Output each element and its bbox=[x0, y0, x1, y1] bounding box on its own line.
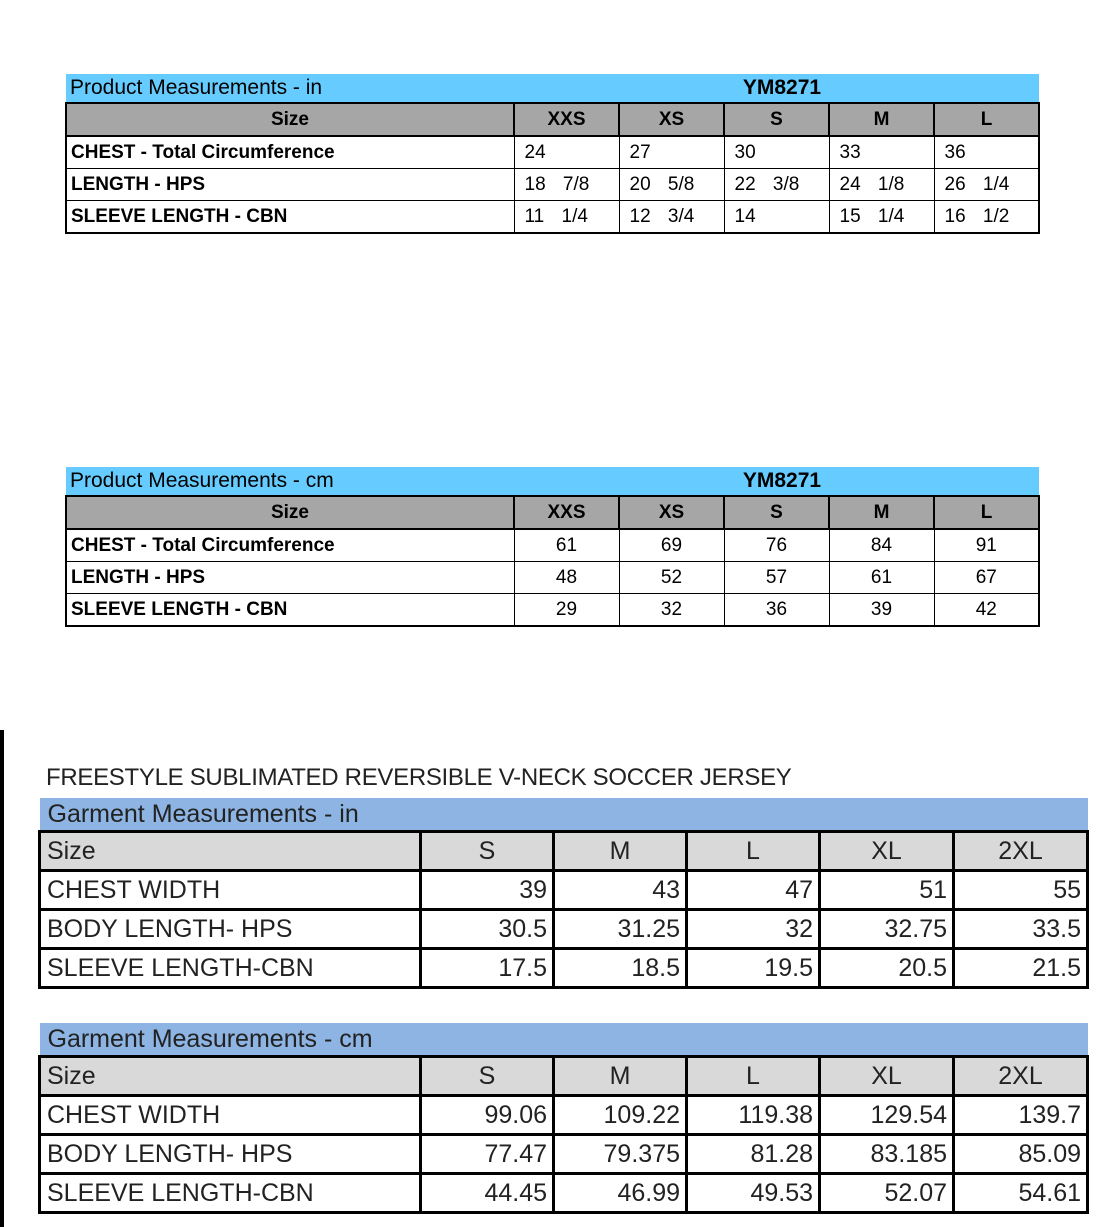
size-header: Size bbox=[66, 103, 514, 136]
cell: 49.53 bbox=[687, 1174, 820, 1213]
cell: 46.99 bbox=[554, 1174, 687, 1213]
table-row bbox=[40, 1096, 1088, 1135]
cell: 79.375 bbox=[554, 1135, 687, 1174]
cell: 54.61 bbox=[954, 1174, 1088, 1213]
size-col: 2XL bbox=[954, 1057, 1088, 1096]
cell: 61 bbox=[829, 562, 934, 594]
cell: 99.06 bbox=[421, 1096, 554, 1135]
table-row bbox=[40, 910, 1088, 949]
cell: 109.22 bbox=[554, 1096, 687, 1135]
cell: 18.5 bbox=[554, 949, 687, 988]
row-label: LENGTH - HPS bbox=[66, 169, 514, 201]
cell: 12 3/4 bbox=[619, 201, 724, 234]
cell: 26 1/4 bbox=[934, 169, 1039, 201]
cell: 91 bbox=[934, 529, 1039, 562]
row-label: CHEST WIDTH bbox=[40, 1096, 421, 1135]
table-row bbox=[66, 594, 1039, 627]
row-label: BODY LENGTH- HPS bbox=[40, 910, 421, 949]
cell: 42 bbox=[934, 594, 1039, 627]
left-edge-bar bbox=[0, 730, 4, 1227]
cell: 76 bbox=[724, 529, 829, 562]
table-row bbox=[40, 1174, 1088, 1213]
cell: 61 bbox=[514, 529, 619, 562]
size-col: S bbox=[724, 496, 829, 529]
table-row bbox=[66, 529, 1039, 562]
row-label: CHEST - Total Circumference bbox=[66, 529, 514, 562]
size-header: Size bbox=[66, 496, 514, 529]
cell: 18 7/8 bbox=[514, 169, 619, 201]
row-label: CHEST WIDTH bbox=[40, 871, 421, 910]
product-measurements-cm-table bbox=[65, 467, 1040, 627]
model-number: YM8271 bbox=[514, 467, 1039, 496]
table-row bbox=[66, 136, 1039, 169]
cell: 32.75 bbox=[820, 910, 954, 949]
size-col: L bbox=[934, 496, 1039, 529]
size-col: M bbox=[829, 496, 934, 529]
cell: 36 bbox=[724, 594, 829, 627]
size-col: XL bbox=[820, 1057, 954, 1096]
cell: 19.5 bbox=[687, 949, 820, 988]
product-title: FREESTYLE SUBLIMATED REVERSIBLE V-NECK SOCCER JERSEY bbox=[46, 764, 792, 791]
product-measurements-in-table bbox=[65, 74, 1040, 234]
size-header: Size bbox=[40, 832, 421, 871]
row-label: CHEST - Total Circumference bbox=[66, 136, 514, 169]
cell: 30 bbox=[724, 136, 829, 169]
cell: 17.5 bbox=[421, 949, 554, 988]
cell: 32 bbox=[619, 594, 724, 627]
table-row bbox=[66, 201, 1039, 234]
size-col: M bbox=[554, 832, 687, 871]
size-col: 2XL bbox=[954, 832, 1088, 871]
table-row bbox=[66, 169, 1039, 201]
cell: 21.5 bbox=[954, 949, 1088, 988]
cell: 20.5 bbox=[820, 949, 954, 988]
cell: 84 bbox=[829, 529, 934, 562]
cell: 29 bbox=[514, 594, 619, 627]
cell: 48 bbox=[514, 562, 619, 594]
cell: 43 bbox=[554, 871, 687, 910]
cell: 55 bbox=[954, 871, 1088, 910]
size-col: L bbox=[687, 832, 820, 871]
cell: 83.185 bbox=[820, 1135, 954, 1174]
cell: 11 1/4 bbox=[514, 201, 619, 234]
cell: 39 bbox=[829, 594, 934, 627]
model-number: YM8271 bbox=[514, 74, 1039, 103]
cell: 22 3/8 bbox=[724, 169, 829, 201]
cell: 67 bbox=[934, 562, 1039, 594]
cell: 24 1/8 bbox=[829, 169, 934, 201]
size-col: XS bbox=[619, 103, 724, 136]
cell: 33 bbox=[829, 136, 934, 169]
size-col: XXS bbox=[514, 496, 619, 529]
table-row bbox=[40, 949, 1088, 988]
size-col: XS bbox=[619, 496, 724, 529]
row-label: LENGTH - HPS bbox=[66, 562, 514, 594]
size-col: M bbox=[829, 103, 934, 136]
cell: 77.47 bbox=[421, 1135, 554, 1174]
size-header: Size bbox=[40, 1057, 421, 1096]
cell: 44.45 bbox=[421, 1174, 554, 1213]
cell: 129.54 bbox=[820, 1096, 954, 1135]
row-label: SLEEVE LENGTH-CBN bbox=[40, 1174, 421, 1213]
row-label: SLEEVE LENGTH - CBN bbox=[66, 594, 514, 627]
table-title: Product Measurements - cm bbox=[66, 467, 514, 496]
cell: 52 bbox=[619, 562, 724, 594]
row-label: BODY LENGTH- HPS bbox=[40, 1135, 421, 1174]
size-col: S bbox=[421, 1057, 554, 1096]
row-label: SLEEVE LENGTH-CBN bbox=[40, 949, 421, 988]
cell: 27 bbox=[619, 136, 724, 169]
cell: 47 bbox=[687, 871, 820, 910]
size-col: L bbox=[687, 1057, 820, 1096]
size-col: XL bbox=[820, 832, 954, 871]
table-title: Garment Measurements - cm bbox=[40, 1023, 1088, 1057]
table-title: Garment Measurements - in bbox=[40, 798, 1088, 832]
table-row bbox=[66, 562, 1039, 594]
size-col: S bbox=[421, 832, 554, 871]
table-row bbox=[40, 871, 1088, 910]
cell: 24 bbox=[514, 136, 619, 169]
size-col: XXS bbox=[514, 103, 619, 136]
cell: 69 bbox=[619, 529, 724, 562]
table-row bbox=[40, 1135, 1088, 1174]
table-title: Product Measurements - in bbox=[66, 74, 514, 103]
size-col: L bbox=[934, 103, 1039, 136]
cell: 20 5/8 bbox=[619, 169, 724, 201]
cell: 32 bbox=[687, 910, 820, 949]
cell: 16 1/2 bbox=[934, 201, 1039, 234]
cell: 36 bbox=[934, 136, 1039, 169]
cell: 119.38 bbox=[687, 1096, 820, 1135]
size-col: M bbox=[554, 1057, 687, 1096]
cell: 15 1/4 bbox=[829, 201, 934, 234]
cell: 57 bbox=[724, 562, 829, 594]
cell: 14 bbox=[724, 201, 829, 234]
garment-measurements-cm-table bbox=[38, 1023, 1089, 1214]
cell: 85.09 bbox=[954, 1135, 1088, 1174]
cell: 139.7 bbox=[954, 1096, 1088, 1135]
size-col: S bbox=[724, 103, 829, 136]
cell: 33.5 bbox=[954, 910, 1088, 949]
cell: 30.5 bbox=[421, 910, 554, 949]
cell: 39 bbox=[421, 871, 554, 910]
cell: 31.25 bbox=[554, 910, 687, 949]
row-label: SLEEVE LENGTH - CBN bbox=[66, 201, 514, 234]
cell: 81.28 bbox=[687, 1135, 820, 1174]
cell: 52.07 bbox=[820, 1174, 954, 1213]
cell: 51 bbox=[820, 871, 954, 910]
garment-measurements-in-table bbox=[38, 798, 1089, 989]
